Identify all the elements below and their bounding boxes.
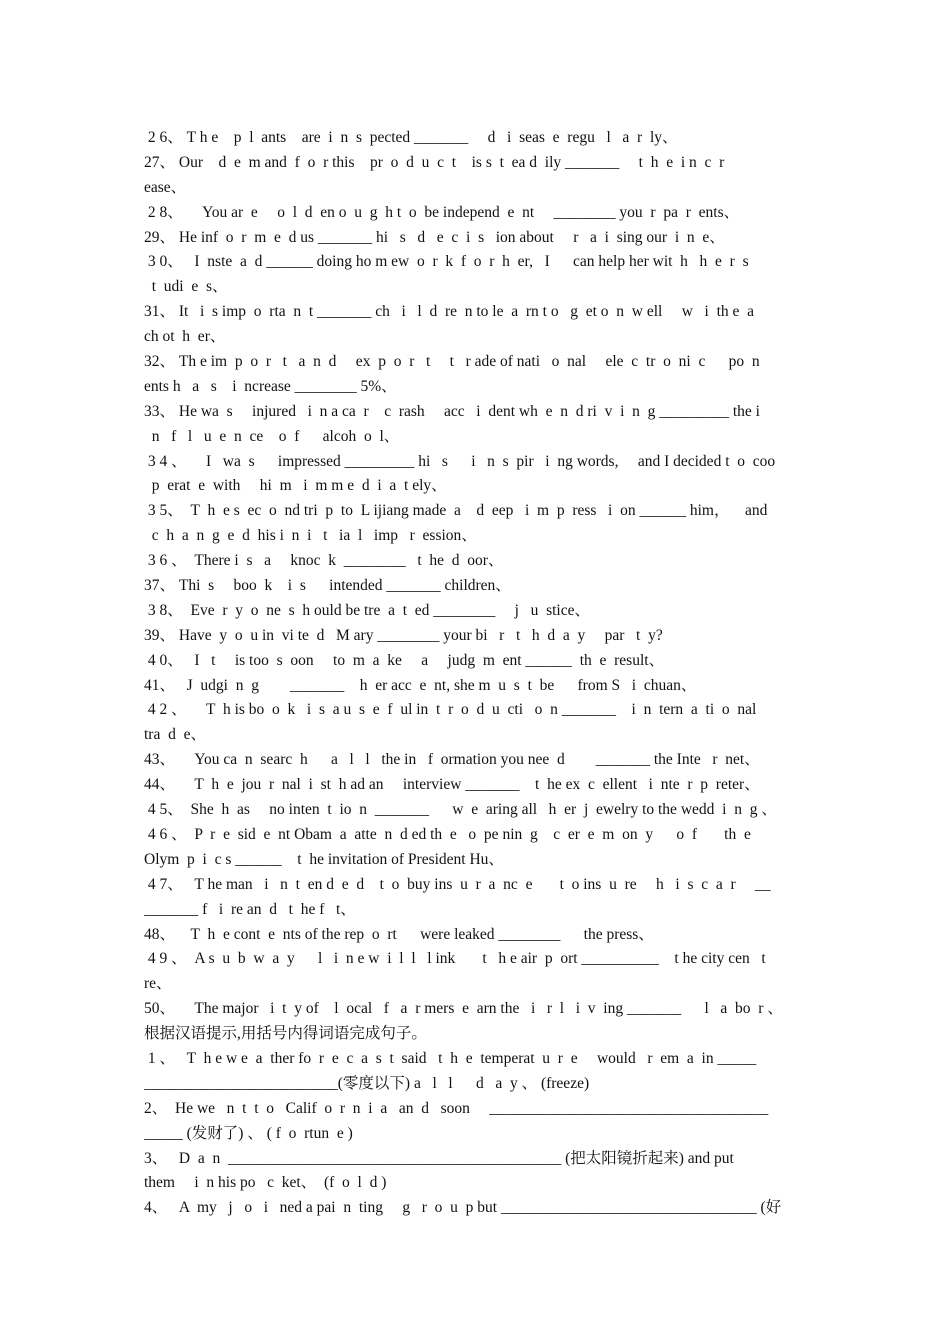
text-line: 2 6、 T h e p l ants are i n s pected _______ d i seas e regu l a r ly、 (144, 129, 678, 146)
text-line: _____ (发财了) 、 ( f o rtun e ) (144, 1124, 353, 1142)
text-line: 4 6 、 P r e sid e nt Obam a atte n d ed th e o pe nin g c er e m on y o f th e (144, 825, 751, 843)
text-line: 41、 J udgi n g _______ h er acc e nt, she m u s t be from S i chuan、 (144, 676, 697, 694)
section-instruction: 根据汉语提示,用括号内得词语完成句子。 (144, 1025, 427, 1043)
text-line: 29、 He inf o r m e d us _______ hi s d e c i s ion about r a i sing our i n e、 (144, 228, 725, 246)
text-line: 37、 Thi s boo k i s intended _______ children、 (144, 577, 511, 595)
text-line: 48、 T h e cont e nts of the rep o rt were leaked ________ the press、 (144, 925, 654, 943)
text-line: 1 、 T h e w e a ther fo r e c a s t said t h e temperat u r e would r em a in _____ (144, 1049, 757, 1067)
text-line: 3、 D a n ___________________________________________ (把太阳镜折起来) and put (144, 1149, 734, 1167)
text-line: Olym p i c s ______ t he invitation of President Hu、 (144, 850, 504, 868)
text-line: 2、 He we n t t o Calif o r n i a an d soon ____________________________________ (144, 1099, 769, 1117)
text-line: 50、 The major i t y of l ocal f a r mers e arn the i r l i v ing _______ l a bo r 、 (144, 1000, 783, 1018)
text-line: 3 8、 Eve r y o ne s h ould be tre a t ed ________ j u stice、 (144, 601, 590, 619)
text-line: 3 0、 I nste a d ______ doing ho m ew o r k f o r h er, I can help her wit h h e r s (144, 253, 749, 271)
text-line: ease、 (144, 178, 187, 196)
text-line: t udi e s、 (144, 278, 228, 296)
text-line: _______ f i re an d t he f t、 (144, 900, 356, 918)
text-line: 27、 Our d e m and f o r this pr o d u c t is s t ea d ily _______ t h e i n c r (144, 153, 725, 171)
text-line: 3 6 、 There i s a knoc k ________ t he d oor、 (144, 552, 504, 570)
text-line: 32、 Th e im p o r t a n d ex p o r t t r ade of nati o nal ele c tr o ni c po n (144, 353, 760, 371)
text-line: 4 5、 She h as no inten t io n _______ w e aring all h er j ewelry to the wedd i n g 、 (144, 801, 777, 819)
text-line: ch ot h er、 (144, 328, 226, 346)
text-line: 4、 A my j o i ned a pai n ting g r o u p but _________________________________ (好 (144, 1199, 782, 1217)
text-line: tra d e、 (144, 726, 206, 744)
text-line: 31、 It i s imp o rta n t _______ ch i l d re n to le a rn t o g et o n w ell w i th e a (144, 303, 755, 321)
text-line: 4 7、 T he man i n t en d e d t o buy ins u r a nc e t o ins u re h i s c a r __ (144, 875, 771, 893)
text-line: 3 5、 T h e s ec o nd tri p to L ijiang made a d eep i m p ress i on ______ him， and (144, 502, 768, 520)
text-line: 4 9 、 A s u b w a y l i n e w i l l l ink t h e air p ort __________ t he city cen t (144, 950, 766, 968)
text-line: re、 (144, 975, 172, 993)
text-line: 4 0、 I t is too s oon to m a ke a judg m ent ______ th e result、 (144, 651, 665, 669)
text-line: p erat e with hi m i m m e d i a t ely、 (144, 477, 447, 495)
worksheet-page (144, 126, 808, 1221)
text-line: 4 2 、 T h is bo o k i s a u s e f ul in t r o d u cti o n _______ i n tern a ti o nal (144, 701, 757, 719)
text-line: n f l u e n ce o f alcoh o l、 (144, 427, 400, 445)
text-line: _________________________(零度以下) a l l d a y 、 (freeze) (144, 1074, 590, 1092)
text-line: 2 8、 You ar e o l d en o u g h t o be independ e nt ________ you r pa r ents、 (144, 203, 740, 221)
text-line: ents h a s i ncrease ________ 5%、 (144, 377, 397, 395)
text-line: 33、 He wa s injured i n a ca r c rash acc i dent wh e n d ri v i n g _________ the i (144, 402, 760, 420)
text-line: 43、 You ca n searc h a l l the in f ormation you nee d _______ the Inte r net、 (144, 751, 760, 769)
text-line: c h a n g e d his i n i t ia l imp r ession、 (144, 527, 477, 545)
text-line: 3 4 、 I wa s impressed _________ hi s i n s pir i ng words, and I decided t o coo (144, 452, 776, 470)
text-line: them i n his po c ket、 (f o l d ) (144, 1174, 387, 1192)
text-line: 39、 Have y o u in vi te d M ary ________ your bi r t h d a y par t y? (144, 626, 663, 644)
text-line: 44、 T h e jou r nal i st h ad an interview _______ t he ex c ellent i nte r p reter、 (144, 776, 760, 794)
